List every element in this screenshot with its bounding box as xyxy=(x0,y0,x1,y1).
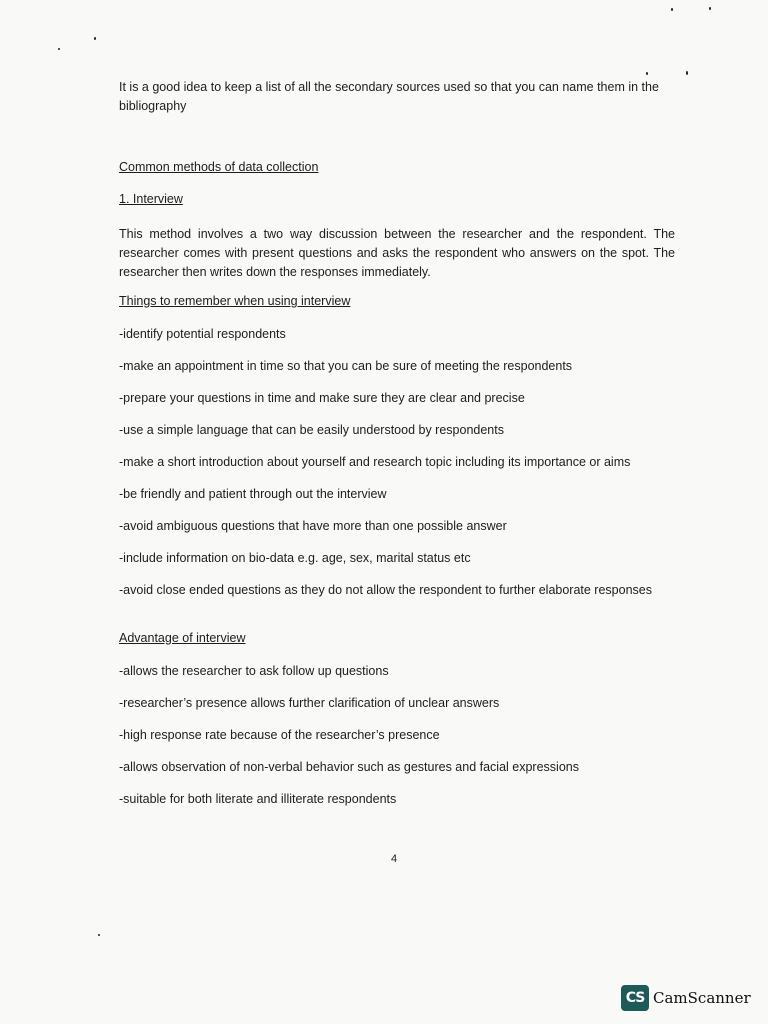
scan-speck xyxy=(646,72,648,75)
list-item: -high response rate because of the researcher’s presence xyxy=(119,728,440,742)
list-item: -make an appointment in time so that you can be sure of meeting the respondents xyxy=(119,359,573,373)
scan-speck xyxy=(709,7,711,10)
list-item: -avoid ambiguous questions that have more than one possible answer xyxy=(119,519,507,533)
list-item: -be friendly and patient through out the interview xyxy=(119,487,387,501)
scan-speck xyxy=(98,934,100,936)
list-item: -identify potential respondents xyxy=(119,327,286,341)
list-item: -suitable for both literate and illiterate respondents xyxy=(119,792,397,806)
section-heading: Common methods of data collection xyxy=(119,160,319,174)
interview-description: This method involves a two way discussion between the researcher and the respondent. The researcher comes with present questions and asks the respondent who answers on the spot. The researcher then writes down the responses immediately. xyxy=(119,227,675,279)
advantages-heading: Advantage of interview xyxy=(119,631,246,645)
camscanner-watermark xyxy=(621,985,751,1011)
list-item: -use a simple language that can be easily understood by respondents xyxy=(119,423,504,437)
scan-speck xyxy=(94,37,96,40)
list-item: -include information on bio-data e.g. age, sex, marital status etc xyxy=(119,551,471,565)
list-item: -researcher’s presence allows further clarification of unclear answers xyxy=(119,696,500,710)
page-number: 4 xyxy=(391,853,398,865)
intro-paragraph: It is a good idea to keep a list of all the secondary sources used so that you can name them in the bibliography xyxy=(119,80,659,113)
scan-speck xyxy=(58,48,60,50)
list-item: -avoid close ended questions as they do not allow the respondent to further elaborate responses xyxy=(119,583,652,597)
scan-speck xyxy=(686,71,688,75)
list-item: -prepare your questions in time and make sure they are clear and precise xyxy=(119,391,525,405)
interview-heading: 1. Interview xyxy=(119,192,183,206)
scan-speck xyxy=(671,8,673,11)
list-item: -allows observation of non-verbal behavior such as gestures and facial expressions xyxy=(119,760,579,774)
camscanner-brand: CamScanner xyxy=(653,989,751,1007)
list-item: -make a short introduction about yourself and research topic including its importance or aims xyxy=(119,455,631,469)
camscanner-logo-icon: CS xyxy=(621,985,649,1011)
list-item: -allows the researcher to ask follow up questions xyxy=(119,664,389,678)
things-to-remember-heading: Things to remember when using interview xyxy=(119,294,351,308)
